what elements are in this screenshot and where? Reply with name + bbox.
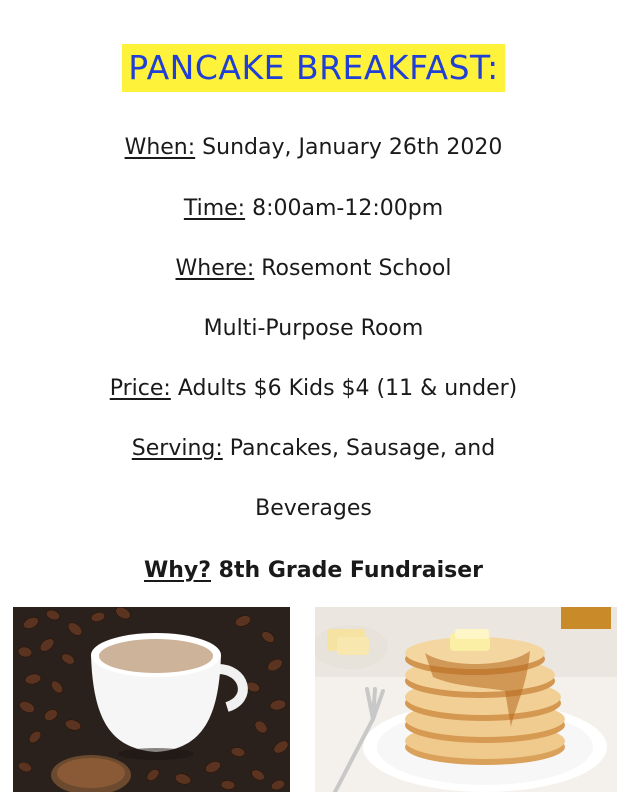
- where-value: Rosemont School: [254, 256, 452, 281]
- where-label: Where:: [175, 256, 255, 281]
- price-line: [0, 374, 627, 404]
- title-highlight: PANCAKE BREAKFAST:: [122, 44, 504, 92]
- pancakes-illustration: [315, 607, 617, 792]
- where-line-2: [0, 314, 627, 344]
- why-line: [0, 556, 627, 586]
- time-line: [0, 194, 627, 224]
- when-label: When:: [124, 135, 196, 160]
- where-line: [0, 254, 627, 284]
- price-value: Adults $6 Kids $4 (11 & under): [170, 376, 518, 401]
- serving-line-2: [0, 494, 627, 524]
- when-value: Sunday, January 26th 2020: [195, 135, 503, 160]
- time-value: 8:00am-12:00pm: [245, 196, 444, 221]
- serving-line: [0, 434, 627, 464]
- time-label: Time:: [183, 196, 246, 221]
- coffee-illustration: [13, 607, 290, 792]
- syrup-jar-icon: [561, 607, 611, 629]
- pancake-stack-icon: [405, 629, 565, 765]
- price-label: Price:: [109, 376, 171, 401]
- flyer-title: [0, 44, 627, 92]
- serving-value-2: Beverages: [255, 496, 372, 521]
- why-label: Why?: [143, 558, 212, 583]
- coffee-photo: [13, 607, 290, 792]
- serving-value: Pancakes, Sausage, and: [222, 436, 496, 461]
- where-value-2: Multi-Purpose Room: [203, 316, 424, 341]
- pancakes-photo: [315, 607, 617, 792]
- when-line: [0, 133, 627, 163]
- why-value: 8th Grade Fundraiser: [211, 558, 484, 583]
- serving-label: Serving:: [131, 436, 223, 461]
